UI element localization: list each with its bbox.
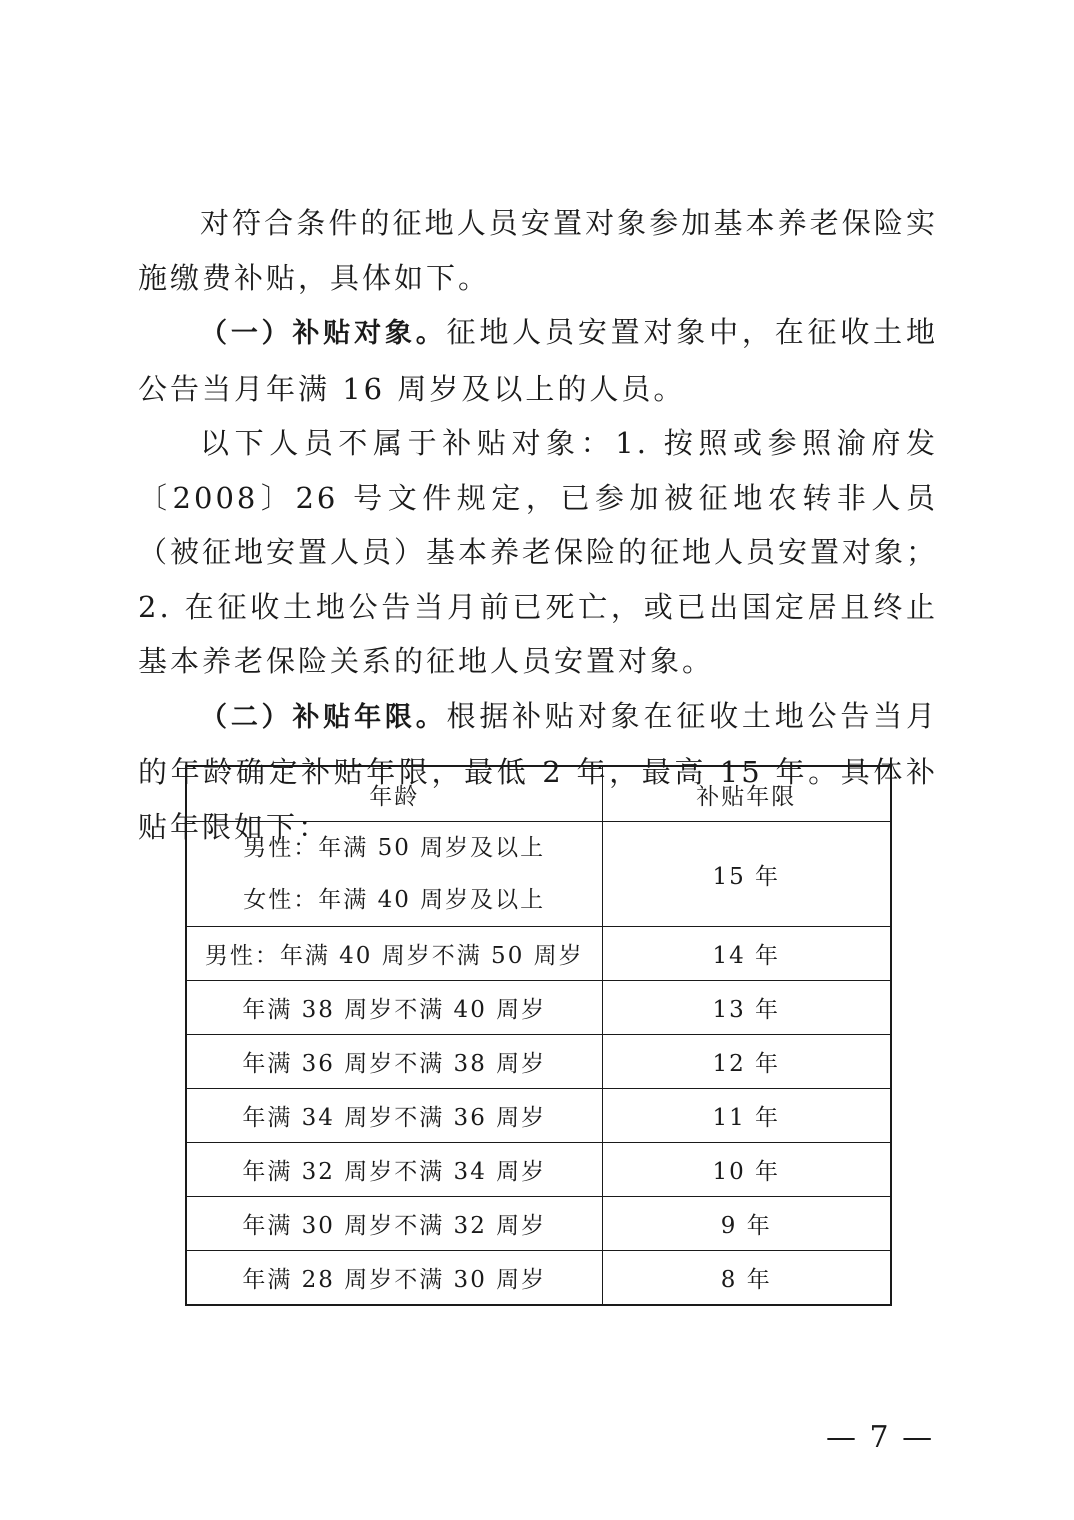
age-cell: 年满 30 周岁不满 32 周岁 [186,1197,602,1251]
paragraph-subsidy-years-text: 根据补贴对象在征收土地公告当月的年龄确定补贴年限，最低 2 年，最高 15 年。具体补贴年限如下： [138,698,938,844]
age-cell: 男性：年满 40 周岁不满 50 周岁 [186,927,602,981]
body-text [138,196,938,854]
age-line-male: 男性：年满 50 周岁及以上 [243,835,546,861]
section-heading-subsidy-years: （二）补贴年限。 [200,701,447,733]
table-row [186,1035,891,1089]
paragraph-subsidy-target [138,305,938,416]
subsidy-years-table-container [185,765,890,1306]
years-cell: 8 年 [602,1251,891,1306]
paragraph-subsidy-target-text: 征地人员安置对象中，在征收土地公告当月年满 16 周岁及以上的人员。 [138,315,938,406]
years-cell: 12 年 [602,1035,891,1089]
table-row [186,1143,891,1197]
table-row [186,822,891,927]
paragraph-exclusions-text: 以下人员不属于补贴对象：1. 按照或参照渝府发〔2008〕26 号文件规定，已参加被征地农转非人员（被征地安置人员）基本养老保险的征地人员安置对象；2. 在征收土地公告当月前已死亡，或已出国定居且终止基本养老保险关系的征地人员安置对象。 [138,426,939,678]
table-row [186,927,891,981]
age-cell: 年满 34 周岁不满 36 周岁 [186,1089,602,1143]
age-line-female: 女性：年满 40 周岁及以上 [243,887,546,913]
table-row [186,1089,891,1143]
table-row [186,1197,891,1251]
age-cell: 年满 28 周岁不满 30 周岁 [186,1251,602,1306]
subsidy-years-table [185,765,892,1306]
years-cell: 13 年 [602,981,891,1035]
years-cell: 14 年 [602,927,891,981]
page-number: — 7 — [826,1420,935,1455]
column-header-subsidy-years: 补贴年限 [602,766,891,822]
column-header-age: 年龄 [186,766,602,822]
table-header-row [186,766,891,822]
table-row [186,981,891,1035]
age-cell [186,822,602,927]
age-cell: 年满 36 周岁不满 38 周岁 [186,1035,602,1089]
paragraph-exclusions [138,416,938,689]
age-cell: 年满 38 周岁不满 40 周岁 [186,981,602,1035]
years-cell: 15 年 [602,822,891,927]
years-cell: 9 年 [602,1197,891,1251]
section-heading-subsidy-target: （一）补贴对象。 [200,318,447,349]
years-cell: 10 年 [602,1143,891,1197]
paragraph-intro [138,196,938,305]
age-cell: 年满 32 周岁不满 34 周岁 [186,1143,602,1197]
table-row [186,1251,891,1306]
years-cell: 11 年 [602,1089,891,1143]
paragraph-intro-text: 对符合条件的征地人员安置对象参加基本养老保险实施缴费补贴，具体如下。 [138,206,938,295]
